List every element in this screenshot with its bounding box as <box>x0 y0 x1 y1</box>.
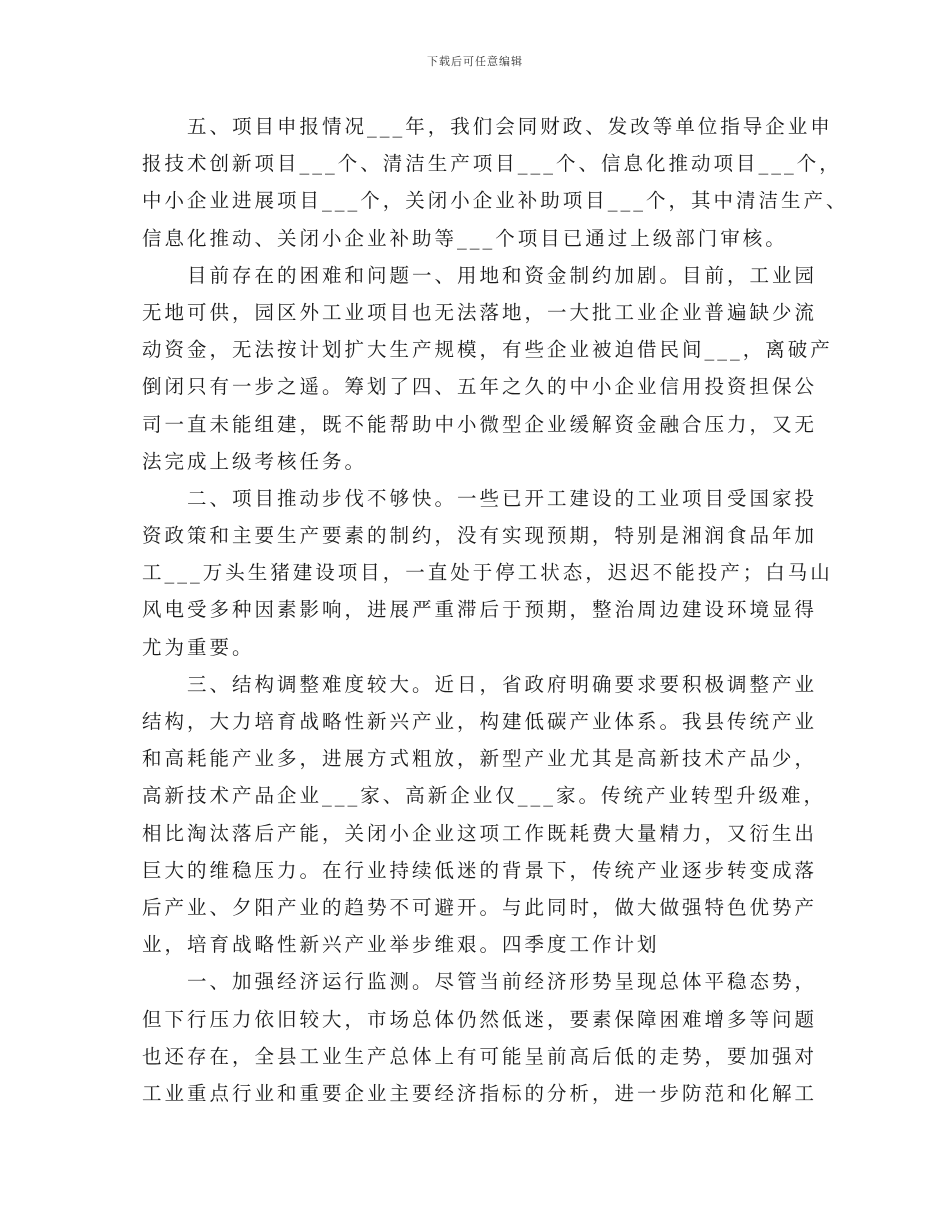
page-header: 下载后可任意编辑 <box>427 55 523 68</box>
text-line: 工业重点行业和重要企业主要经济指标的分析，进一步防范和化解工 <box>142 1081 818 1105</box>
text-line: 五、项目申报情况___年，我们会同财政、发改等单位指导企业申 <box>142 115 833 138</box>
text-line: 信息化推动、关闭小企业补助等___个项目已通过上级部门审核。 <box>142 226 788 250</box>
text-line: 目前存在的困难和问题一、用地和资金制约加剧。目前，工业园 <box>142 263 818 287</box>
text-line: 结构，大力培育战略性新兴产业，构建低碳产业体系。我县传统产业 <box>142 710 818 733</box>
text-line: 巨大的维稳压力。在行业持续低迷的背景下，传统产业逐步转变成落 <box>142 858 818 882</box>
text-line: 法完成上级考核任务。 <box>142 449 368 473</box>
text-line: 也还存在，全县工业生产总体上有可能呈前高后低的走势，要加强对 <box>142 1044 818 1068</box>
text-line: 后产业、夕阳产业的趋势不可避开。与此同时，做大做强特色优势产 <box>142 895 818 919</box>
text-line: 无地可供，园区外工业项目也无法落地，一大批工业企业普遍缺少流 <box>142 300 818 324</box>
text-line: 司一直未能组建，既不能帮助中小微型企业缓解资金融合压力，又无 <box>142 412 818 436</box>
text-line: 三、结构调整难度较大。近日，省政府明确要求要积极调整产业 <box>142 672 818 696</box>
text-line: 相比淘汰落后产能，关闭小企业这项工作既耗费大量精力，又衍生出 <box>142 821 818 845</box>
text-line: 业，培育战略性新兴产业举步维艰。四季度工作计划 <box>142 933 660 957</box>
text-line: 一、加强经济运行监测。尽管当前经济形势呈现总体平稳态势， <box>142 970 818 994</box>
text-line: 工___万头生猪建设项目，一直处于停工状态，迟迟不能投产；白马山 <box>142 561 833 585</box>
document-body <box>142 108 849 1112</box>
text-line: 风电受多种因素影响，进展严重滞后于预期，整治周边建设环境显得 <box>142 598 818 622</box>
text-line: 但下行压力依旧较大，市场总体仍然低迷，要素保障困难增多等问题 <box>142 1007 818 1031</box>
text-line: 二、项目推动步伐不够快。一些已开工建设的工业项目受国家投 <box>142 486 818 510</box>
text-line: 资政策和主要生产要素的制约，没有实现预期，特别是湘润食品年加 <box>142 524 818 548</box>
text-line: 倒闭只有一步之遥。筹划了四、五年之久的中小企业信用投资担保公 <box>142 375 818 399</box>
text-line: 报技术创新项目___个、清洁生产项目___个、信息化推动项目___个， <box>142 152 842 176</box>
text-line: 尤为重要。 <box>142 635 255 659</box>
text-line: 中小企业进展项目___个，关闭小企业补助项目___个，其中清洁生产、 <box>142 189 849 213</box>
text-line: 和高耗能产业多，进展方式粗放，新型产业尤其是高新技术产品少， <box>142 747 818 771</box>
text-line: 动资金，无法按计划扩大生产规模，有些企业被迫借民间___，离破产 <box>142 338 833 362</box>
text-line: 高新技术产品企业___家、高新企业仅___家。传统产业转型升级难， <box>142 784 827 808</box>
